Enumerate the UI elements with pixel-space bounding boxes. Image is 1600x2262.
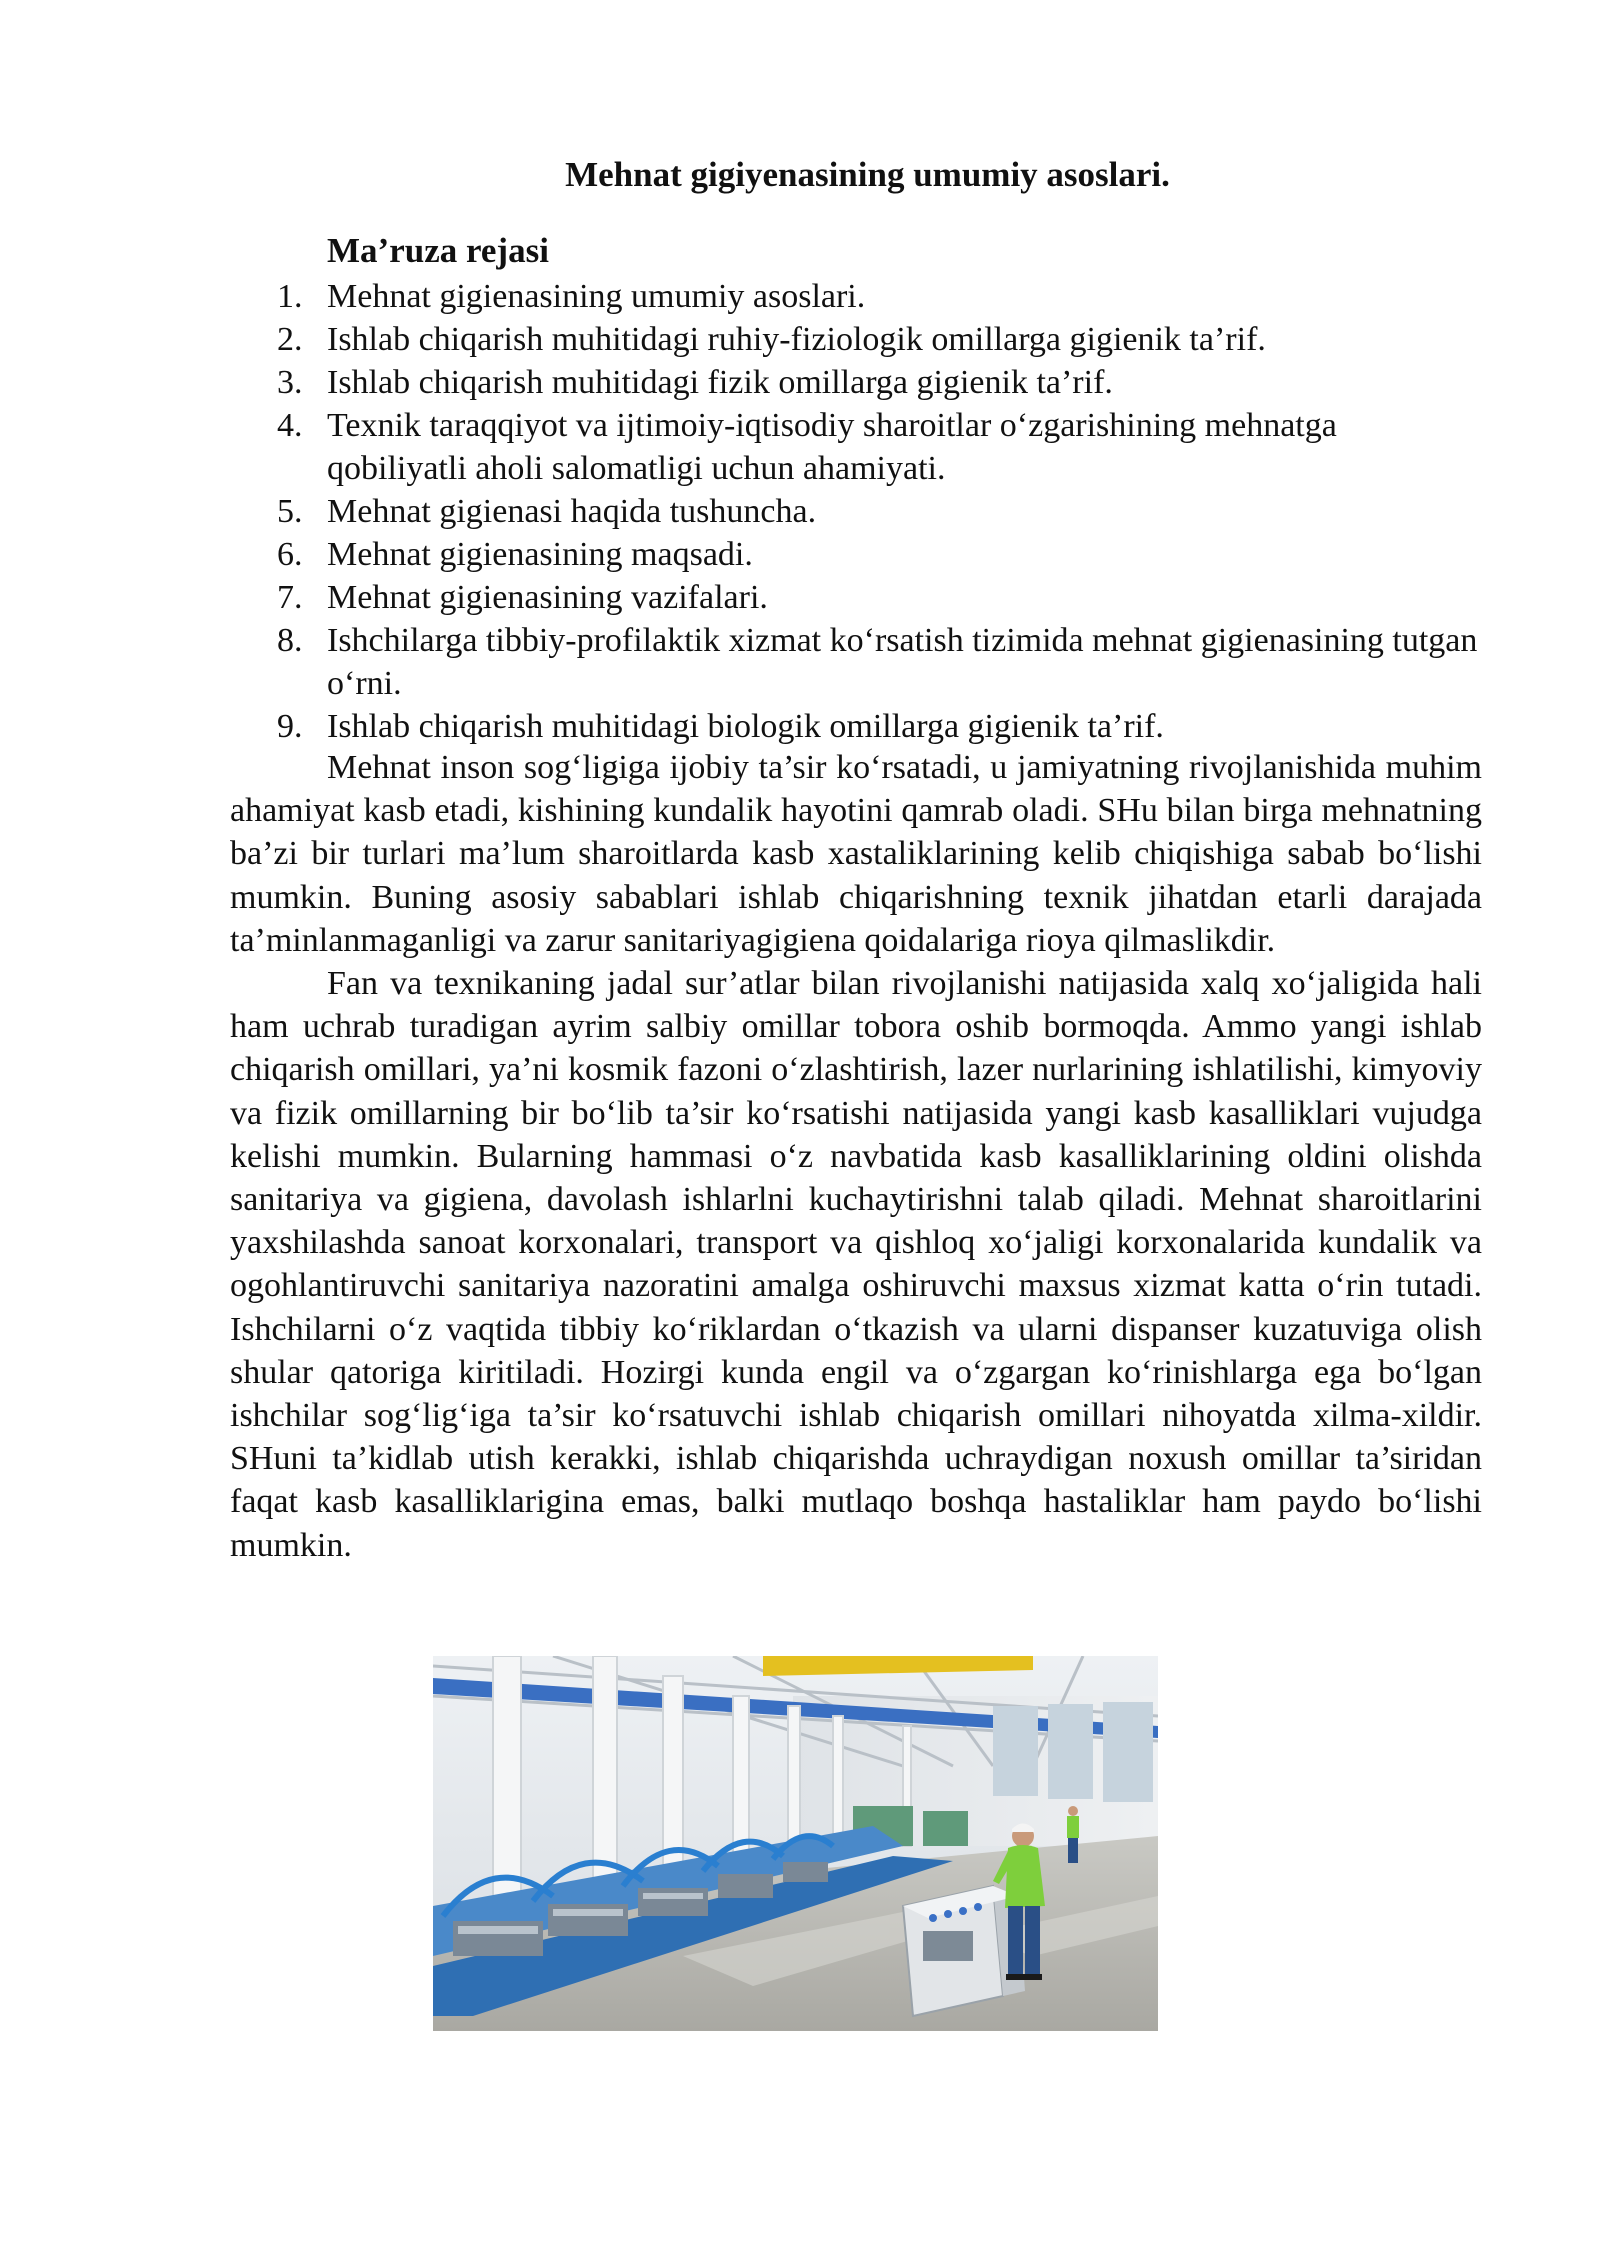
plan-item-number: 1. (277, 278, 303, 315)
plan-item (230, 533, 1480, 576)
plan-item (230, 275, 1480, 318)
plan-item (230, 490, 1480, 533)
plan-item-text: Ishlab chiqarish muhitidagi fizik omillarga gigienik ta’rif. (327, 364, 1113, 401)
plan-item (230, 619, 1480, 705)
plan-item-number: 3. (277, 364, 303, 401)
plan-item-number: 4. (277, 407, 303, 444)
body-paragraph: Mehnat inson sog‘ligiga ijobiy ta’sir ko‘rsatadi, u jamiyatning rivojlanishida muhim ahamiyat kasb etadi, kishining kundalik hayotini qamrab oladi. SHu bilan birga mehnatning ba’zi bir turlari ma’lum sharoitlarda kasb xastaliklarining kelib chiqishiga sabab bo‘lishi mumkin. Buning asosiy sabablari ishlab chiqarishning texnik jihatdan etarli darajada ta’minlanmaganligi va zarur sanitariyagigiena qoidalariga rioya qilmaslikdir. (230, 749, 1482, 959)
body-text (230, 746, 1482, 1567)
plan-item-text: Mehnat gigienasining vazifalari. (327, 579, 768, 616)
lecture-plan-heading: Ma’ruza rejasi (327, 231, 549, 270)
plan-item-number: 6. (277, 536, 303, 573)
plan-item-text: Ishlab chiqarish muhitidagi ruhiy-fiziologik omillarga gigienik ta’rif. (327, 321, 1266, 358)
plan-item-number: 9. (277, 708, 303, 745)
body-paragraph: Fan va texnikaning jadal sur’atlar bilan rivojlanishi natijasida xalq xo‘jaligida hali ham uchrab turadigan ayrim salbiy omillar tobora oshib bormoqda. Ammo yangi ishlab chiqarish omillari, ya’ni kosmik fazoni o‘zlashtirish, lazer nurlarining ishlatilishi, kimyoviy va fizik omillarning bir bo‘lib ta’sir ko‘rsatishi natijasida yangi kasb kasalliklari vujudga kelishi mumkin. Bularning hammasi o‘z navbatida kasb kasalliklarining oldini olishda sanitariya va gigiena, davolash ishlarlni kuchaytirishni talab qiladi. Mehnat sharoitlarini yaxshilashda sanoat korxonalari, transport va qishloq xo‘jaligi korxonalarida kundalik va ogohlantiruvchi sanitariya nazoratini amalga oshiruvchi maxsus xizmat katta o‘rin tutadi. Ishchilarni o‘z vaqtida tibbiy ko‘riklardan o‘tkazish va ularni dispanser kuzatuviga olish shular qatoriga kiritiladi. Hozirgi kunda engil va o‘zgargan ko‘rinishlarga ega bo‘lgan ishchilar sog‘lig‘iga ta’sir ko‘rsatuvchi ishlab chiqarish omillari nihoyatda xilma-xildir. SHuni ta’kidlab utish kerakki, ishlab chiqarishda uchraydigan noxush omillar ta’siridan faqat kasb kasalliklarigina emas, balki mutlaqo boshqa hastaliklar ham paydo bo‘lishi mumkin. (230, 965, 1482, 1564)
factory-production-line-photo (433, 1656, 1158, 2031)
document-title: Mehnat gigiyenasining umumiy asoslari. (565, 155, 1170, 194)
plan-item-text: Mehnat gigienasi haqida tushuncha. (327, 493, 817, 530)
plan-item-text: Mehnat gigienasining maqsadi. (327, 536, 753, 573)
plan-item (230, 404, 1480, 490)
plan-item-number: 8. (277, 622, 303, 659)
plan-item-text: Ishlab chiqarish muhitidagi biologik omillarga gigienik ta’rif. (327, 708, 1164, 745)
plan-item-number: 7. (277, 579, 303, 616)
plan-item-text: Ishchilarga tibbiy-profilaktik xizmat ko‘rsatish tizimida mehnat gigienasining tutgan o‘rni. (327, 622, 1478, 702)
plan-item-number: 5. (277, 493, 303, 530)
plan-item-number: 2. (277, 321, 303, 358)
lecture-plan-list (230, 275, 1480, 748)
plan-item-text: Mehnat gigienasining umumiy asoslari. (327, 278, 866, 315)
plan-item (230, 705, 1480, 748)
plan-item (230, 576, 1480, 619)
plan-item (230, 361, 1480, 404)
plan-item-text: Texnik taraqqiyot va ijtimoiy-iqtisodiy sharoitlar o‘zgarishining mehnatga qobiliyatli aholi salomatligi uchun ahamiyati. (327, 407, 1337, 487)
plan-item (230, 318, 1480, 361)
